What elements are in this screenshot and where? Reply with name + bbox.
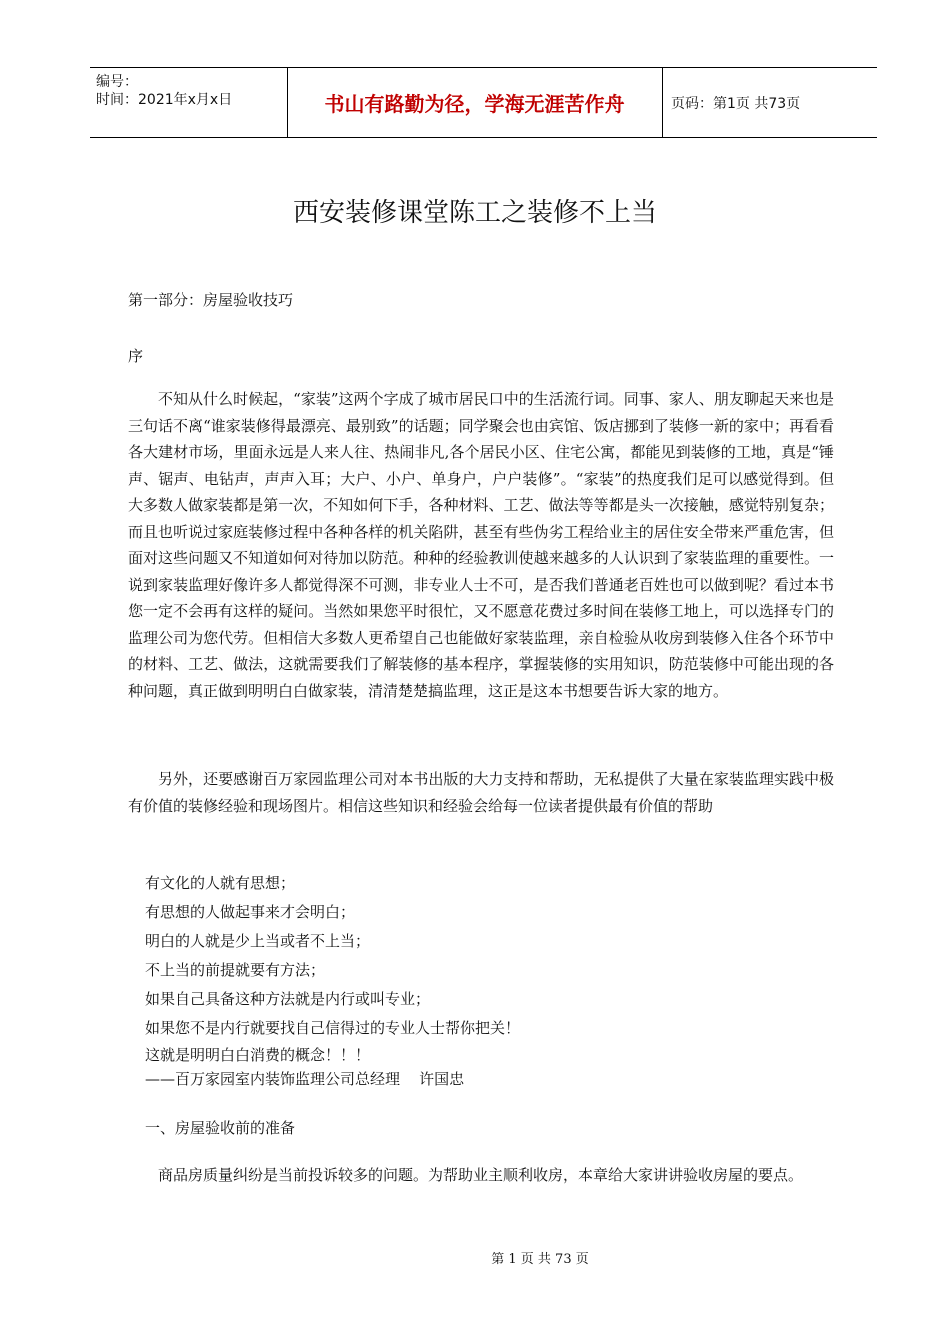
document-title: 西安装修课堂陈工之装修不上当 — [292, 198, 657, 228]
document-time-label: 时间：2021年x月x日 — [96, 92, 233, 108]
document-number-label: 编号： — [96, 74, 138, 90]
section-paragraph: 商品房质量纠纷是当前投诉较多的问题。为帮助业主顺利收房，本章给大家讲讲验收房屋的要点。 — [158, 1166, 804, 1184]
preface-paragraph: 不知从什么时候起，“家装”这两个字成了城市居民口中的生活流行词。同事、家人、朋友聊起天来也是三句话不离“谁家装修得最漂亮、最别致”的话题；同学聚会也由宾馆、饭店挪到了装修一新的家中；再看看各大建材市场，里面永远是人来人往、热闹非凡,各个居民小区、住宅公寓，都能见到装修的工地，真是“锤声、锯声、电钻声，声声入耳；大户、小户、单身户，户户装修”。“家装”的热度我们足可以感觉得到。但大多数人做家装都是第一次，不知如何下手，各种材料、工艺、做法等等都是头一次接触，感觉特别复杂；而且也听说过家庭装修过程中各种各样的机关陷阱，甚至有些伪劣工程给业主的居住安全带来严重危害，但面对这些问题又不知道如何对待加以防范。种种的经验教训使越来越多的人认识到了家装监理的重要性。一说到家装监理好像许多人都觉得深不可测，非专业人士不可，是否我们普通老百姓也可以做到呢？看过本书您一定不会再有这样的疑问。当然如果您平时很忙，又不愿意花费过多时间在装修工地上，可以选择专门的监理公司为您代劳。但相信大多数人更希望自己也能做好家装监理，亲自检验从收房到装修入住各个环节中的材料、工艺、做法，这就需要我们了解装修的基本程序，掌握装修的实用知识，防范装修中可能出现的各种问题，真正做到明明白白做家装，清清楚楚搞监理，这正是这本书想要告诉大家的地方。 — [128, 390, 834, 700]
header-motto: 书山有路勤为径，学海无涯苦作舟 — [324, 92, 625, 116]
poem-line: 这就是明明白白消费的概念！！！ — [145, 1046, 371, 1064]
poem-block — [145, 869, 520, 1091]
poem-line: 明白的人就是少上当或者不上当； — [145, 932, 371, 950]
page-header — [90, 67, 877, 138]
page-footer: 第 1 页 共 73 页 — [491, 1252, 589, 1267]
header-meta — [90, 68, 287, 137]
signature: ——百万家园室内装饰监理公司总经理 许国忠 — [145, 1070, 465, 1088]
poem-line: 不上当的前提就要有方法； — [145, 961, 326, 979]
header-page-info: 页码：第1页 共73页 — [671, 95, 801, 112]
poem-line: 如果您不是内行就要找自己信得过的专业人士帮你把关！ — [145, 1019, 521, 1037]
section-heading: 一、房屋验收前的准备 — [145, 1119, 296, 1137]
part-heading: 第一部分：房屋验收技巧 — [128, 291, 294, 309]
poem-line: 有思想的人做起事来才会明白； — [145, 903, 356, 921]
preface-heading: 序 — [128, 347, 144, 365]
thanks-paragraph: 另外，还要感谢百万家园监理公司对本书出版的大力支持和帮助，无私提供了大量在家装监理实践中极有价值的装修经验和现场图片。相信这些知识和经验会给每一位读者提供最有价值的帮助 — [128, 770, 834, 815]
poem-line: 如果自己具备这种方法就是内行或叫专业； — [145, 990, 431, 1008]
poem-line: 有文化的人就有思想； — [145, 874, 296, 892]
